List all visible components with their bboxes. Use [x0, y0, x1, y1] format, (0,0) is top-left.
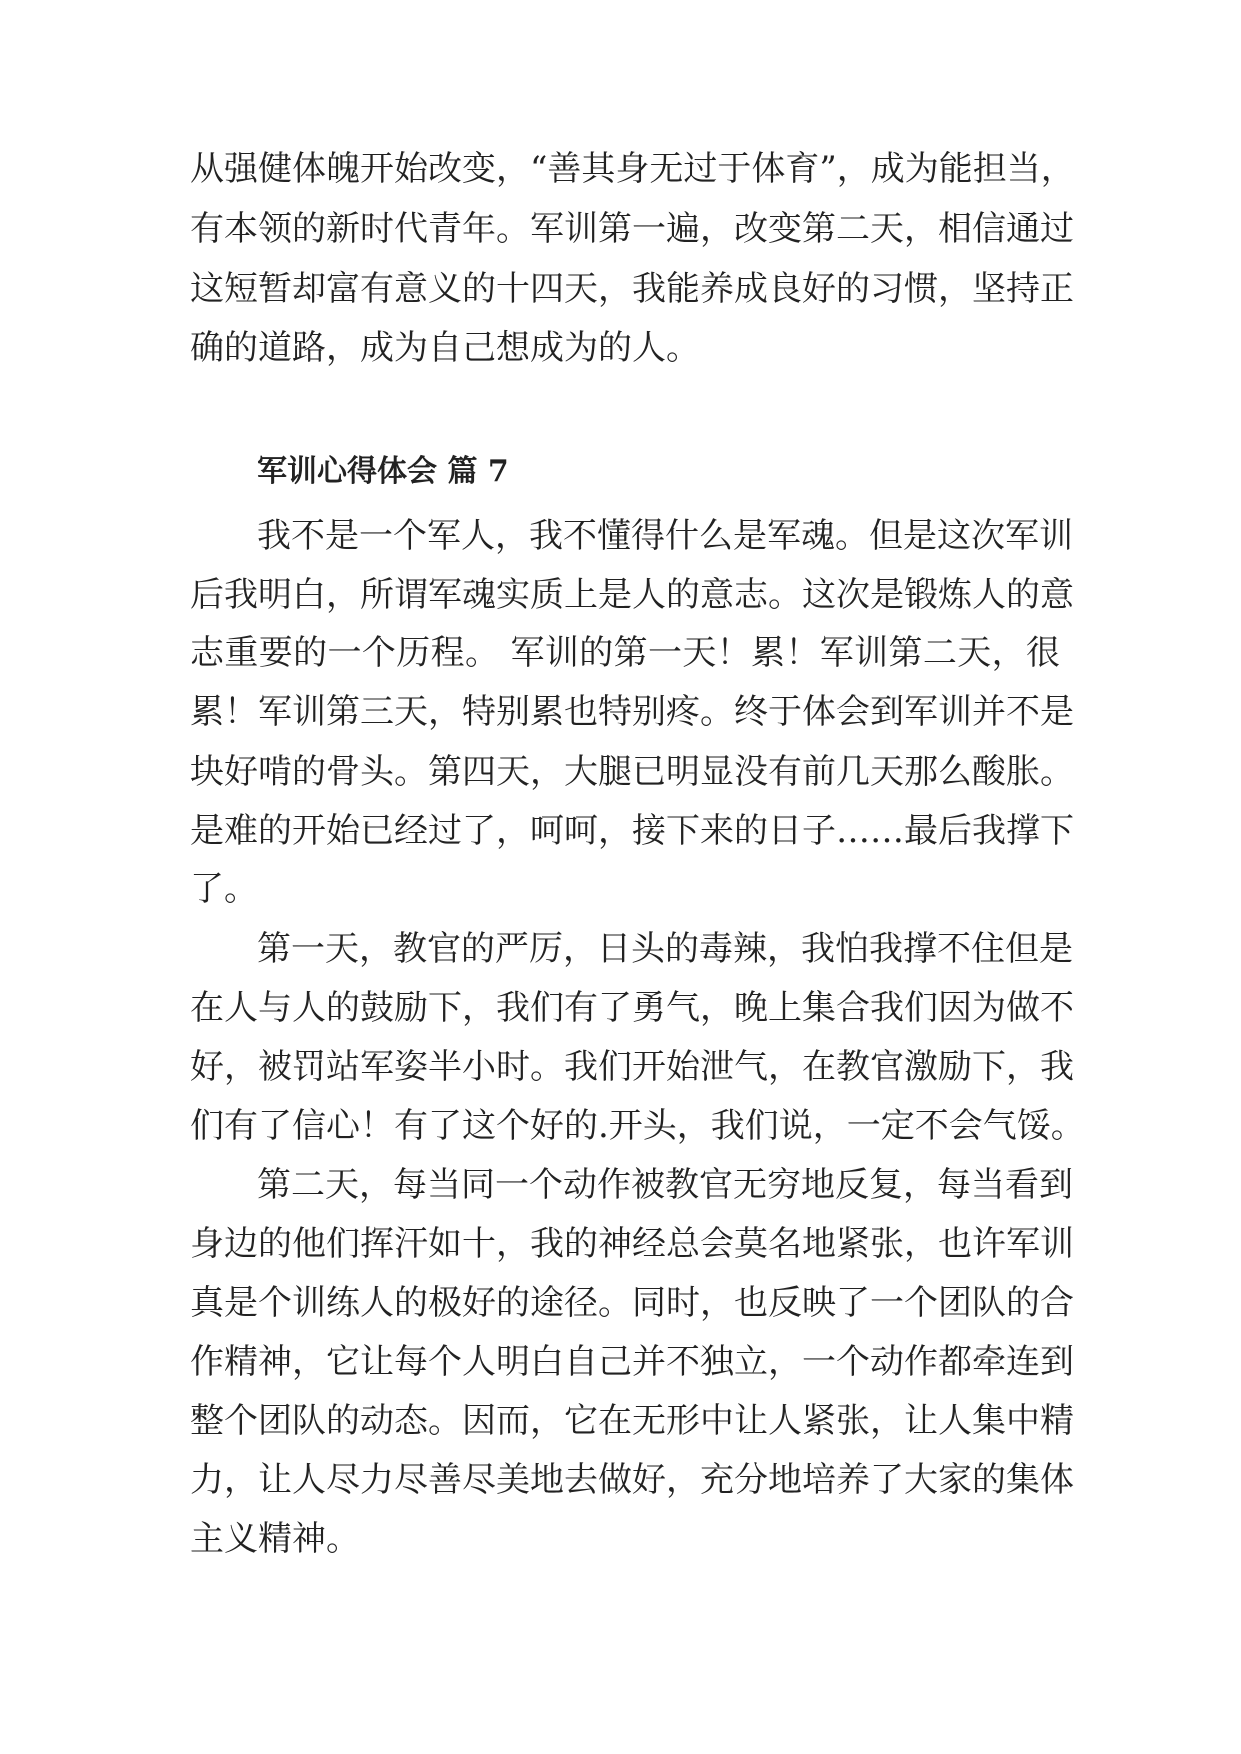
paragraph-1-line-1: 我不是一个军人，我不懂得什么是军魂。但是这次军训 — [257, 516, 1073, 556]
intro-line-4: 确的道路，成为自己想成为的人。 — [190, 328, 700, 368]
paragraph-2-line-3: 好，被罚站军姿半小时。我们开始泄气，在教官激励下，我 — [190, 1047, 1074, 1087]
intro-line-1: 从强健体魄开始改变，“善其身无过于体育”，成为能担当， — [190, 149, 1075, 189]
paragraph-3-line-5: 整个团队的动态。因而，它在无形中让人紧张，让人集中精 — [190, 1401, 1074, 1441]
paragraph-1-line-3: 志重要的一个历程。 军训的第一天！累！军训第二天，很 — [190, 633, 1060, 673]
intro-line-2: 有本领的新时代青年。军训第一遍，改变第二天，相信通过 — [190, 209, 1074, 249]
paragraph-3-line-1: 第二天，每当同一个动作被教官无穷地反复，每当看到 — [257, 1165, 1073, 1205]
paragraph-1-line-5: 块好啃的骨头。第四天，大腿已明显没有前几天那么酸胀。 — [190, 752, 1074, 792]
paragraph-1-line-6: 是难的开始已经过了，呵呵，接下来的日子……最后我撑下 — [190, 811, 1074, 851]
paragraph-3-line-4: 作精神，它让每个人明白自己并不独立，一个动作都牵连到 — [190, 1342, 1074, 1382]
paragraph-2-line-1: 第一天，教官的严厉，日头的毒辣，我怕我撑不住但是 — [257, 929, 1073, 969]
paragraph-2-line-4: 们有了信心！有了这个好的.开头，我们说，一定不会气馁。 — [190, 1106, 1085, 1146]
paragraph-3-line-7: 主义精神。 — [190, 1519, 360, 1559]
paragraph-3-line-3: 真是个训练人的极好的途径。同时，也反映了一个团队的合 — [190, 1283, 1074, 1323]
section-heading: 军训心得体会 篇 7 — [257, 454, 509, 489]
paragraph-1-line-7: 了。 — [190, 869, 258, 909]
paragraph-2-line-2: 在人与人的鼓励下，我们有了勇气，晚上集合我们因为做不 — [190, 988, 1074, 1028]
paragraph-3-line-6: 力，让人尽力尽善尽美地去做好，充分地培养了大家的集体 — [190, 1460, 1074, 1500]
paragraph-3-line-2: 身边的他们挥汗如十，我的神经总会莫名地紧张，也许军训 — [190, 1224, 1074, 1264]
intro-line-3: 这短暂却富有意义的十四天，我能养成良好的习惯，坚持正 — [190, 269, 1074, 309]
paragraph-1-line-2: 后我明白，所谓军魂实质上是人的意志。这次是锻炼人的意 — [190, 575, 1074, 615]
paragraph-1-line-4: 累！军训第三天，特别累也特别疼。终于体会到军训并不是 — [190, 692, 1074, 732]
